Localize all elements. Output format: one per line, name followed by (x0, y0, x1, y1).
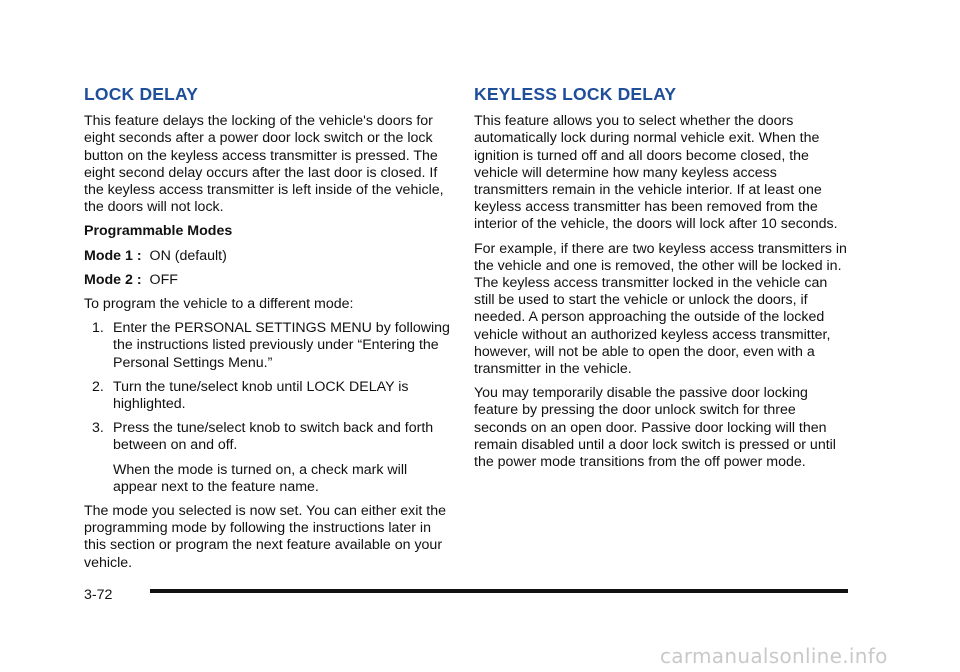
mode-1-label: Mode 1 : (84, 247, 142, 264)
page-number: 3-72 (84, 587, 113, 603)
mode-1 (84, 248, 450, 265)
step-3-text: Press the tune/select knob to switch back and forth between on and off. (113, 420, 434, 454)
step-1-number: 1. (92, 320, 104, 337)
step-2 (92, 379, 450, 413)
program-intro: To program the vehicle to a different mode: (84, 296, 354, 313)
left-column (84, 86, 450, 579)
step-2-text: Turn the tune/select knob until LOCK DELAY is highlighted. (113, 378, 409, 413)
step-3-number: 3. (92, 420, 104, 437)
lock-delay-closing: The mode you selected is now set. You can either exit the programming mode by following the instructions later in this section or program the next feature available on your vehicle. (84, 503, 447, 571)
lock-delay-heading: LOCK DELAY (84, 84, 199, 104)
watermark: carmanualsonline.info (660, 644, 888, 668)
step-2-number: 2. (92, 378, 104, 395)
mode-2 (84, 272, 450, 289)
keyless-paragraph-2: For example, if there are two keyless access transmitters in the vehicle and one is removed, the other will be locked in. The keyless access transmitter locked in the vehicle can still be used to start the vehicle or unlock the doors, if needed. A person approaching the outside of the locked vehicle without an authorized keyless access transmitter, however, will not be able to open the door, even with a transmitter in the vehicle. (474, 240, 847, 378)
keyless-paragraph-1: This feature allows you to select whether the doors automatically lock during normal vehicle exit. When the ignition is turned off and all doors become closed, the vehicle will determine how many keyless access transmitters remain in the vehicle interior. If at least one keyless access transmitter has been removed from the interior of the vehicle, the doors will lock after 10 seconds. (474, 113, 838, 233)
footer-divider (150, 589, 848, 593)
right-column (474, 86, 850, 478)
mode-1-value: ON (default) (149, 247, 227, 264)
mode-2-value: OFF (149, 271, 178, 288)
step-3 (92, 420, 450, 496)
step-1-text: Enter the PERSONAL SETTINGS MENU by following the instructions listed previously under “Entering the Personal Settings Menu.” (113, 320, 450, 371)
program-steps (84, 320, 450, 496)
step-3-note: When the mode is turned on, a check mark will appear next to the feature name. (113, 461, 408, 495)
step-1 (92, 320, 450, 372)
keyless-lock-delay-heading: KEYLESS LOCK DELAY (474, 84, 677, 104)
lock-delay-intro: This feature delays the locking of the vehicle's doors for eight seconds after a power door lock switch or the lock button on the keyless access transmitter is pressed. The eight second delay occurs after the last door is closed. If the keyless access transmitter is left inside of the vehicle, the doors will not lock. (84, 113, 444, 216)
programmable-modes-title: Programmable Modes (84, 223, 233, 240)
mode-2-label: Mode 2 : (84, 271, 142, 288)
keyless-paragraph-3: You may temporarily disable the passive door locking feature by pressing the door unlock switch for three seconds on an open door. Passive door locking will then remain disabled until a door lock switch is pressed or until the power mode transitions from the off power mode. (474, 385, 836, 471)
